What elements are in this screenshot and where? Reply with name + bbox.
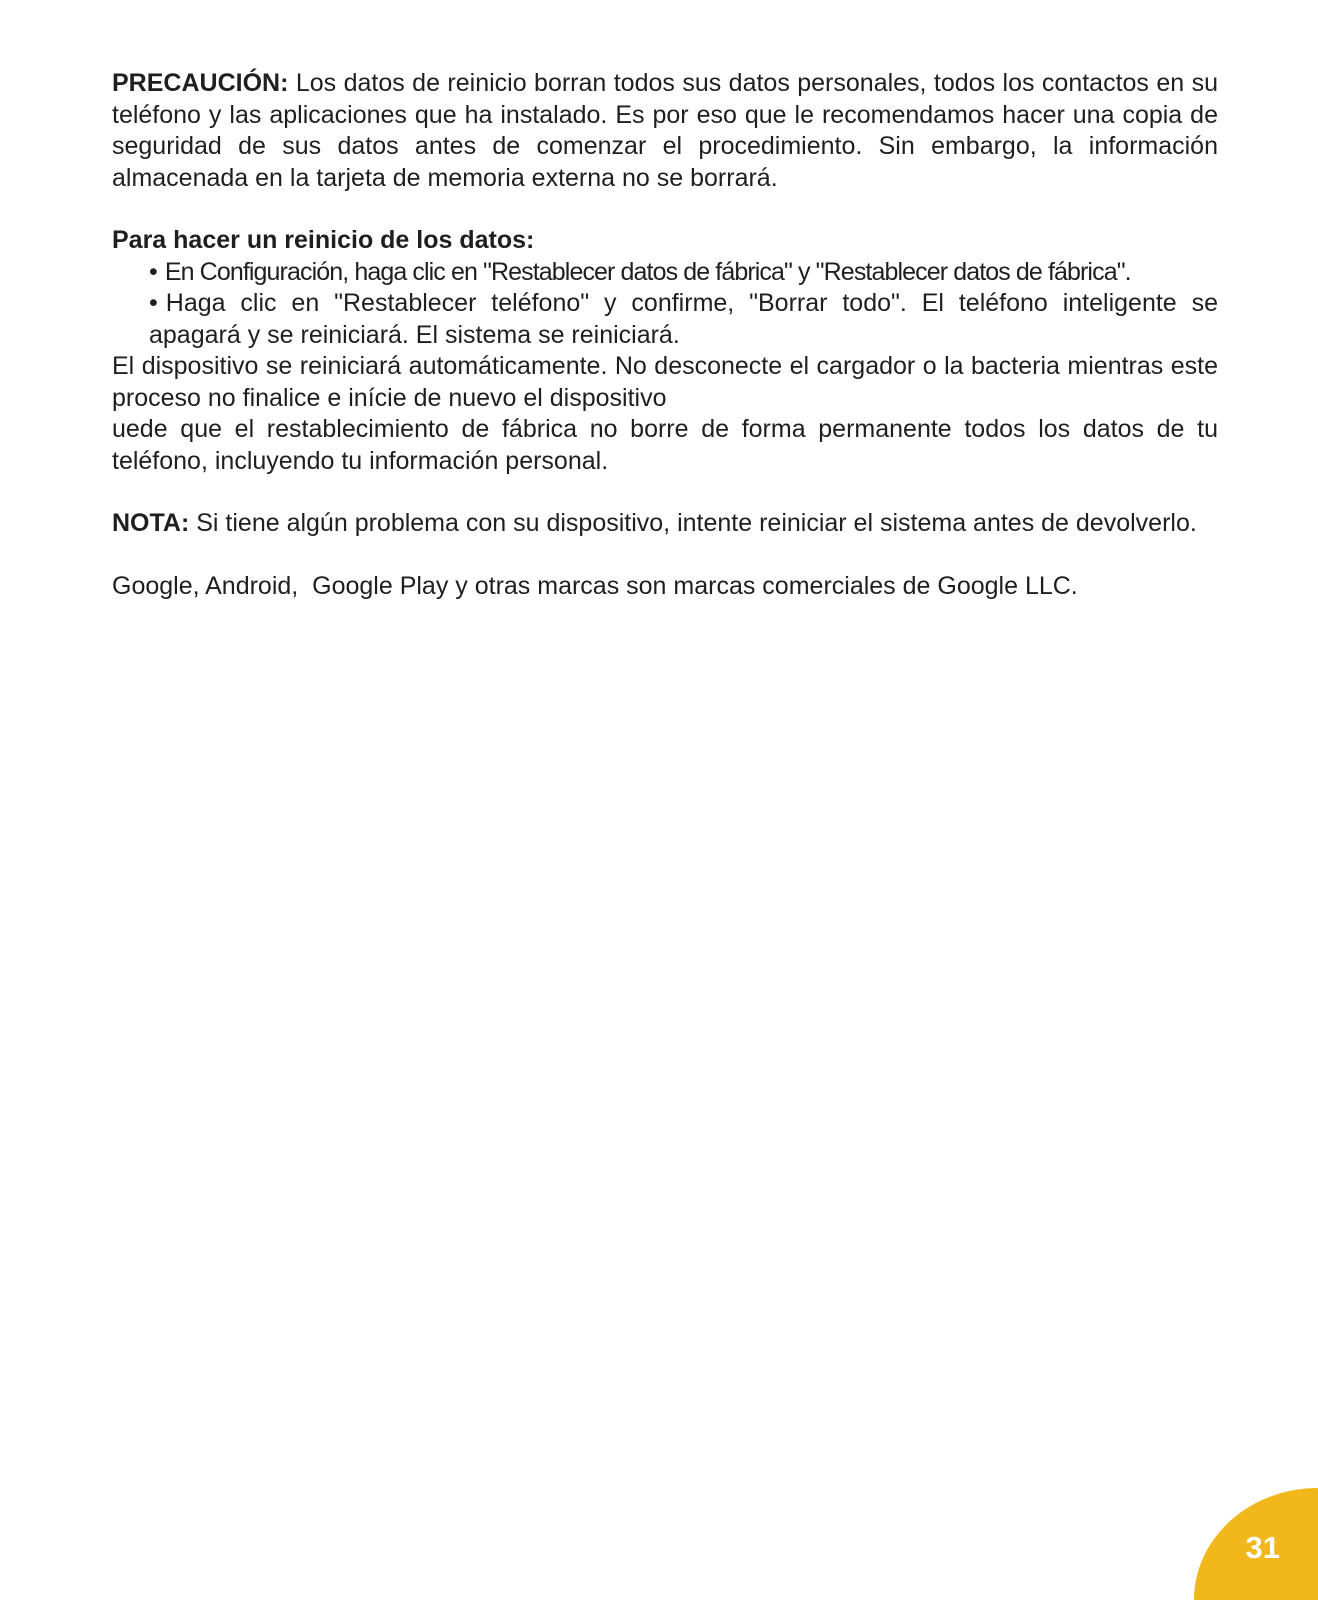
restart-paragraph: El dispositivo se reiniciará automáticamente. No desconecte el cargador o la bacteria mientras este proceso no finalice e inície de nuevo el dispositivo (112, 352, 1218, 412)
caution-label: PRECAUCIÓN: (112, 69, 289, 97)
note-paragraph (112, 508, 1218, 540)
trademark-paragraph: Google, Android, Google Play y otras marcas son marcas comerciales de Google LLC. (112, 571, 1078, 600)
reset-heading: Para hacer un reinicio de los datos: (112, 226, 535, 254)
note-label: NOTA: (112, 509, 190, 537)
bullet-icon: • (149, 289, 158, 317)
list-item (149, 257, 1218, 289)
list-item (149, 288, 1218, 351)
reset-steps-list (112, 257, 1218, 352)
factory-reset-warning-paragraph: uede que el restablecimiento de fábrica no borre de forma permanente todos los datos de tu teléfono, incluyendo tu información personal. (112, 415, 1218, 475)
list-item-text: En Configuración, haga clic en "Restablecer datos de fábrica" y "Restablecer datos de fábrica". (164, 257, 1131, 286)
spacer (112, 194, 1218, 225)
page-content (112, 68, 1218, 602)
page-number: 31 (1245, 1530, 1280, 1565)
note-text: Si tiene algún problema con su dispositivo, intente reiniciar el sistema antes de devolverlo. (189, 509, 1197, 537)
caution-paragraph (112, 68, 1218, 194)
spacer (112, 540, 1218, 571)
bullet-icon: • (149, 257, 157, 286)
page-number-tab (1194, 1488, 1318, 1600)
caution-text: Los datos de reinicio borran todos sus datos personales, todos los contactos en su teléfono y las aplicaciones que ha instalado. Es por eso que le recomendamos hacer una copia de seguridad de sus datos antes de comenzar el procedimiento. Sin embargo, la información almacenada en la tarjeta de memoria externa no se borrará. (112, 69, 1218, 192)
spacer (112, 477, 1218, 508)
list-item-text: Haga clic en "Restablecer teléfono" y confirme, "Borrar todo". El teléfono inteligente se apagará y se reiniciará. El sistema se reiniciará. (149, 289, 1218, 349)
